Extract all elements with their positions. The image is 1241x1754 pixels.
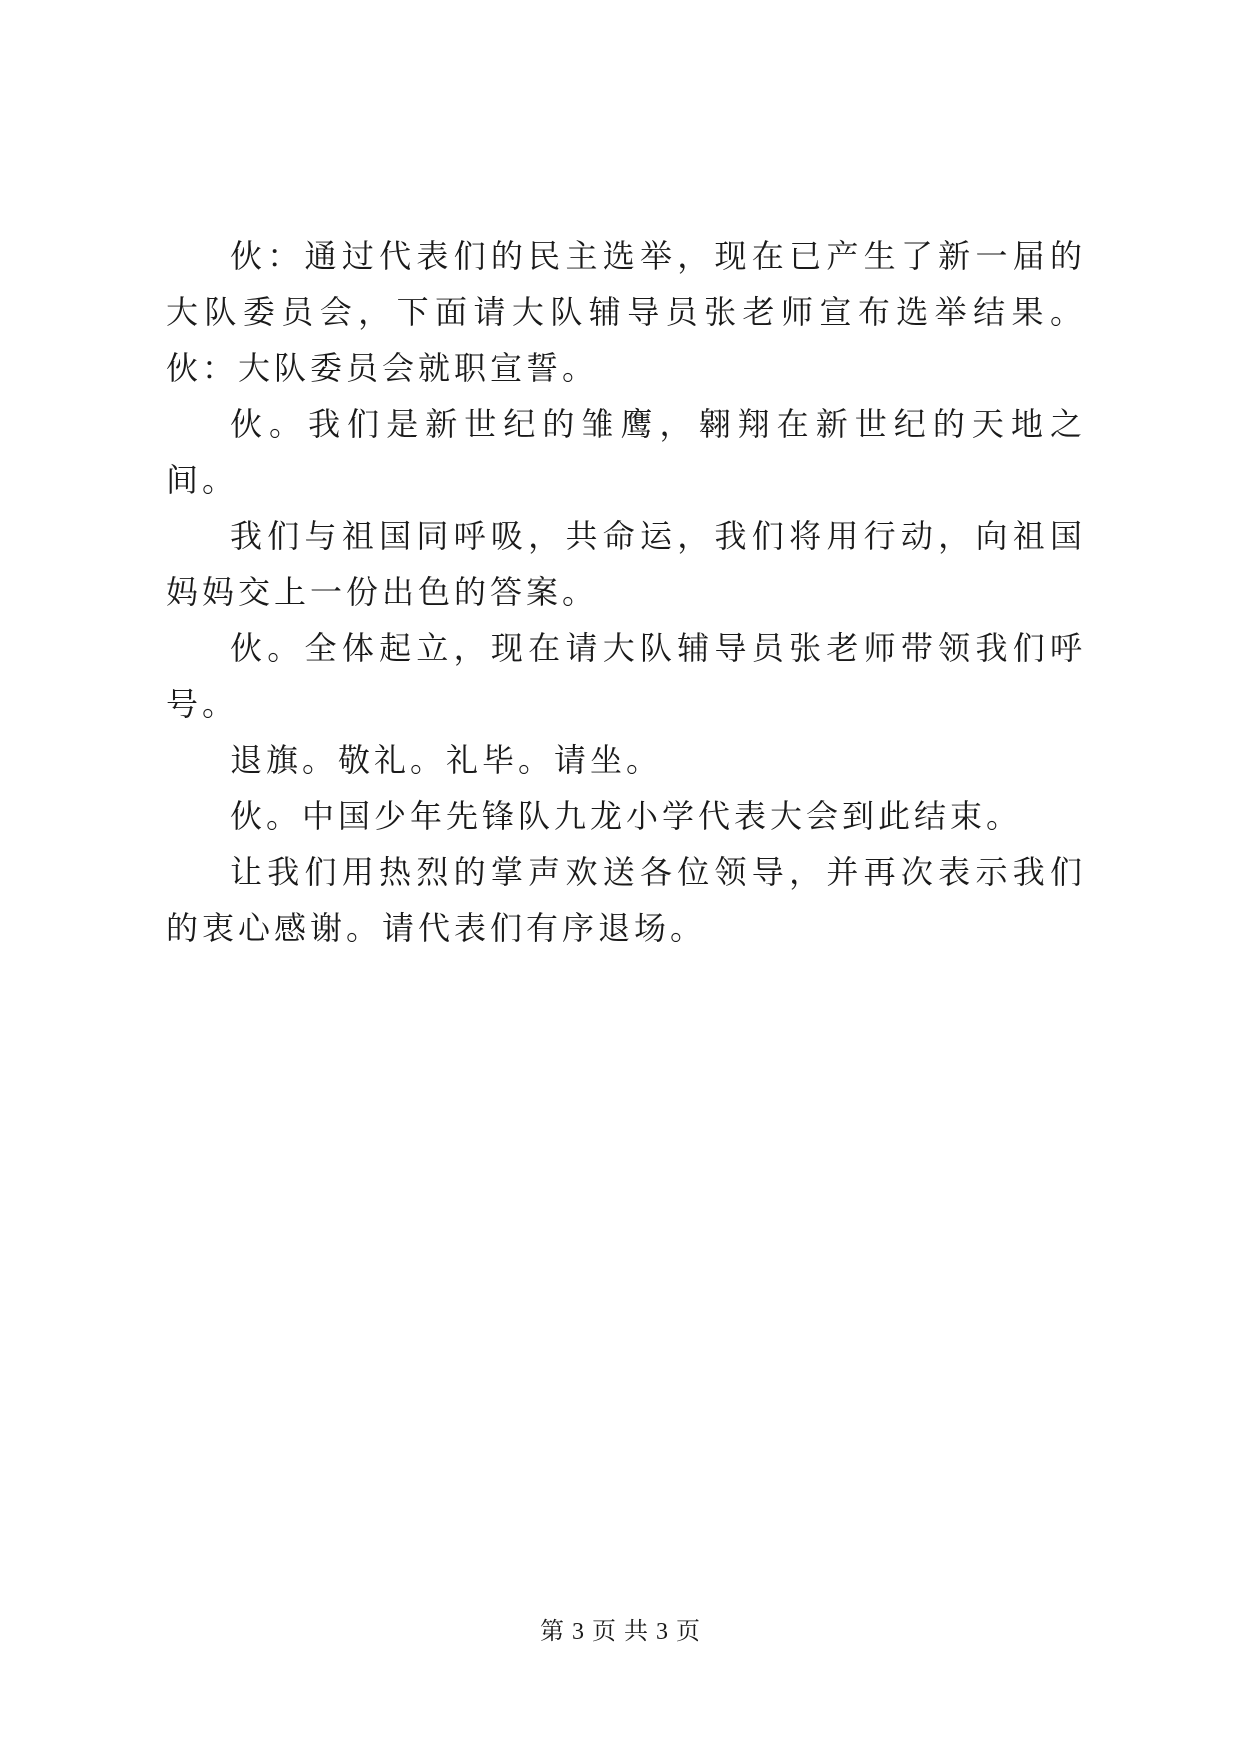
- paragraph: 退旗。敬礼。礼毕。请坐。: [230, 741, 663, 779]
- page-number-footer: 第 3 页 共 3 页: [540, 1619, 701, 1645]
- paragraph: 伙。全体起立，现在请大队辅导员张老师带领我们呼号。: [166, 629, 1086, 723]
- paragraph: 伙：通过代表们的民主选举，现在已产生了新一届的大队委员会，下面请大队辅导员张老师宣布选举结果。伙：大队委员会就职宣誓。: [166, 237, 1086, 387]
- paragraph: 伙。中国少年先锋队九龙小学代表大会到此结束。: [230, 797, 1023, 835]
- document-body: [166, 228, 1086, 956]
- paragraph: 我们与祖国同呼吸，共命运，我们将用行动，向祖国妈妈交上一份出色的答案。: [166, 517, 1086, 611]
- paragraph: 伙。我们是新世纪的雏鹰，翱翔在新世纪的天地之间。: [166, 405, 1086, 499]
- paragraph: 让我们用热烈的掌声欢送各位领导，并再次表示我们的衷心感谢。请代表们有序退场。: [166, 853, 1086, 947]
